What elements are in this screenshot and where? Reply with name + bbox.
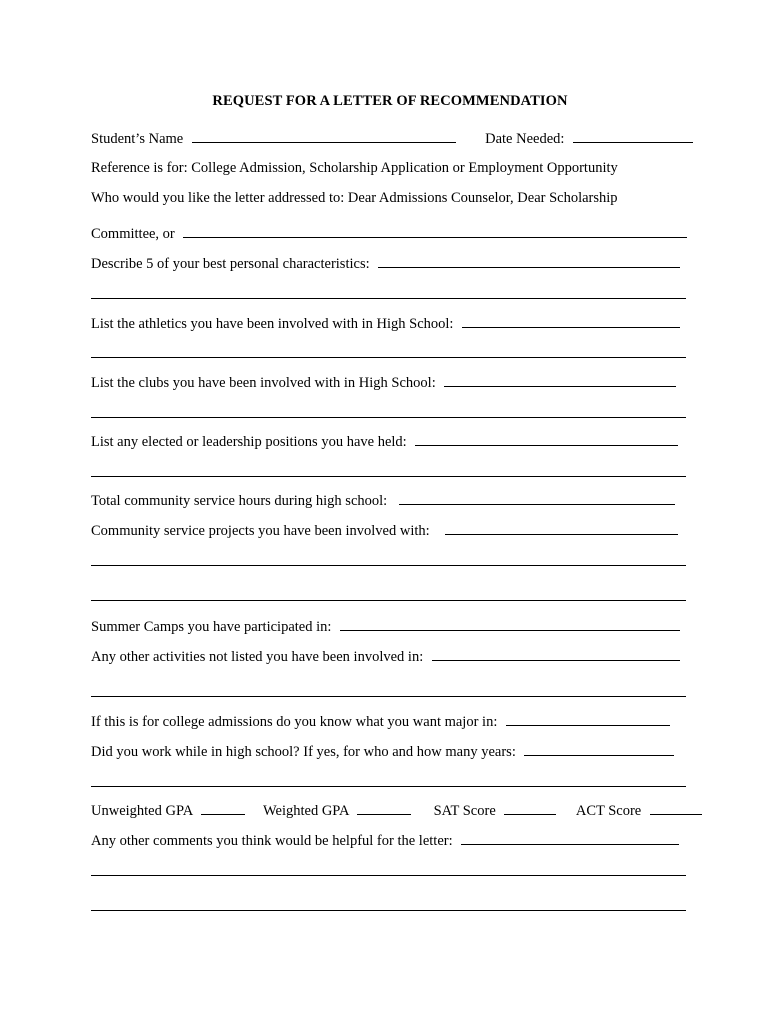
other-activities-line-2[interactable] — [91, 696, 686, 697]
clubs-line-2[interactable] — [91, 417, 686, 418]
characteristics-field[interactable] — [378, 255, 680, 268]
other-activities-row — [91, 648, 680, 666]
service-hours-row — [91, 492, 675, 510]
clubs-row — [91, 374, 676, 392]
service-hours-label: Total community service hours during high school: — [91, 493, 388, 509]
clubs-label: List the clubs you have been involved with in High School: — [91, 375, 436, 391]
athletics-row — [91, 315, 680, 333]
leadership-row — [91, 433, 678, 451]
clubs-field[interactable] — [444, 374, 676, 387]
committee-row — [91, 225, 687, 243]
leadership-label: List any elected or leadership positions you have held: — [91, 434, 407, 450]
leadership-field[interactable] — [415, 433, 678, 446]
service-projects-line-3[interactable] — [91, 600, 686, 601]
service-projects-row — [91, 522, 678, 540]
form-title: REQUEST FOR A LETTER OF RECOMMENDATION — [212, 93, 568, 109]
major-label: If this is for college admissions do you know what you want major in: — [91, 714, 498, 730]
camps-field[interactable] — [340, 618, 680, 631]
addressed-line: Who would you like the letter addressed to: Dear Admissions Counselor, Dear Scholarship — [91, 190, 618, 206]
work-row — [91, 743, 674, 761]
committee-field[interactable] — [183, 225, 687, 238]
unweighted-gpa-label: Unweighted GPA — [91, 803, 193, 819]
comments-row — [91, 832, 679, 850]
other-activities-label: Any other activities not listed you have been involved in: — [91, 649, 424, 665]
camps-row — [91, 618, 680, 636]
other-activities-field[interactable] — [432, 648, 680, 661]
student-name-label: Student’s Name — [91, 131, 184, 147]
weighted-gpa-field[interactable] — [357, 802, 411, 815]
comments-label: Any other comments you think would be helpful for the letter: — [91, 833, 453, 849]
camps-label: Summer Camps you have participated in: — [91, 619, 332, 635]
characteristics-line-2[interactable] — [91, 298, 686, 299]
act-score-field[interactable] — [650, 802, 702, 815]
act-score-label: ACT Score — [575, 803, 642, 819]
date-needed-field[interactable] — [573, 130, 693, 143]
committee-label: Committee, or — [91, 226, 175, 242]
service-projects-field[interactable] — [445, 522, 678, 535]
service-hours-field[interactable] — [399, 492, 675, 505]
major-field[interactable] — [506, 713, 670, 726]
athletics-label: List the athletics you have been involved with in High School: — [91, 316, 454, 332]
comments-line-2[interactable] — [91, 875, 686, 876]
comments-line-3[interactable] — [91, 910, 686, 911]
sat-score-field[interactable] — [504, 802, 556, 815]
student-name-field[interactable] — [192, 130, 456, 143]
characteristics-row — [91, 255, 680, 273]
work-field[interactable] — [524, 743, 674, 756]
student-name-row — [91, 130, 693, 148]
work-line-2[interactable] — [91, 786, 686, 787]
athletics-field[interactable] — [462, 315, 680, 328]
work-label: Did you work while in high school? If yes, for who and how many years: — [91, 744, 516, 760]
sat-score-label: SAT Score — [433, 803, 496, 819]
service-projects-line-2[interactable] — [91, 565, 686, 566]
major-row — [91, 713, 670, 731]
scores-row — [91, 802, 702, 820]
leadership-line-2[interactable] — [91, 476, 686, 477]
date-needed-label: Date Needed: — [485, 131, 565, 147]
characteristics-label: Describe 5 of your best personal characteristics: — [91, 256, 370, 272]
unweighted-gpa-field[interactable] — [201, 802, 245, 815]
athletics-line-2[interactable] — [91, 357, 686, 358]
weighted-gpa-label: Weighted GPA — [263, 803, 349, 819]
service-projects-label: Community service projects you have been involved with: — [91, 523, 430, 539]
comments-field[interactable] — [461, 832, 679, 845]
reference-line: Reference is for: College Admission, Scholarship Application or Employment Opportunity — [91, 160, 618, 176]
